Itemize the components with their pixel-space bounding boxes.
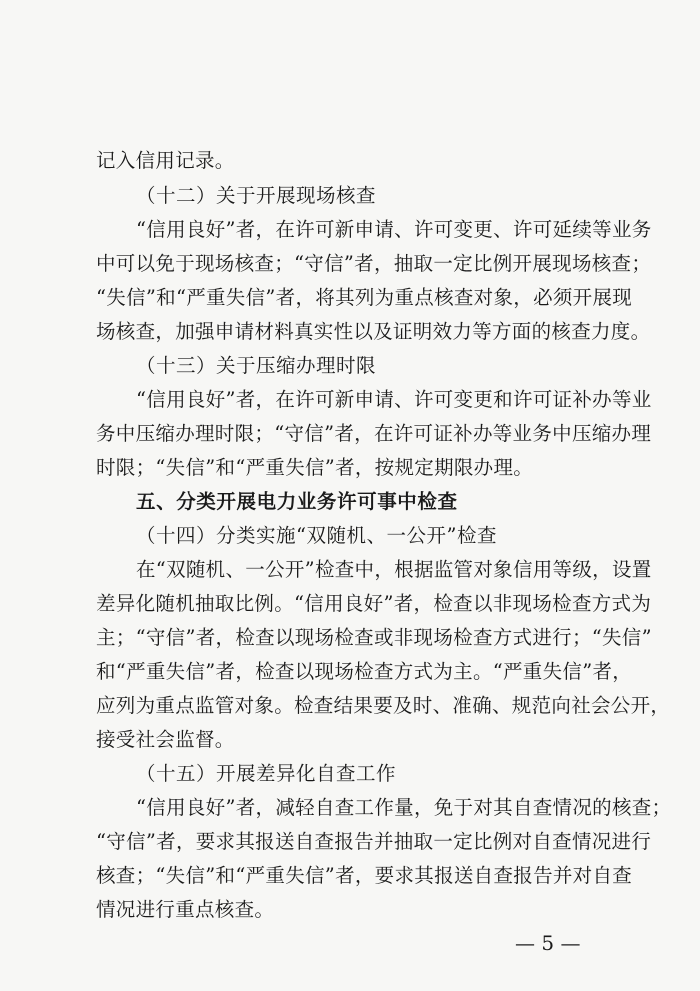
subheading: （十三）关于压缩办理时限 [136, 354, 377, 377]
body-line: 应列为重点监管对象。检查结果要及时、准确、规范向社会公开， [96, 694, 671, 717]
body-line: 记入信用记录。 [96, 149, 235, 172]
subheading: （十二）关于开展现场核查 [136, 184, 377, 207]
body-line: 情况进行重点核查。 [96, 898, 275, 921]
subheading: （十四）分类实施“双随机、一公开”检查 [136, 524, 497, 547]
body-line: “守信”者，要求其报送自查报告并抽取一定比例对自查情况进行 [96, 830, 652, 853]
page-number: — 5 — [515, 931, 581, 955]
body-line: 主；“守信”者，检查以现场检查或非现场检查方式进行；“失信” [96, 626, 652, 649]
body-line: “信用良好”者，在许可新申请、许可变更和许可证补办等业 [136, 388, 652, 411]
body-line: 差异化随机抽取比例。“信用良好”者，检查以非现场检查方式为 [96, 592, 652, 615]
body-line: 在“双随机、一公开”检查中，根据监管对象信用等级，设置 [136, 558, 652, 581]
body-line: “信用良好”者，在许可新申请、许可变更、许可延续等业务 [136, 218, 652, 241]
body-line: 和“严重失信”者，检查以现场检查方式为主。“严重失信”者， [96, 660, 633, 683]
body-line: 接受社会监督。 [96, 728, 235, 751]
body-line: 场核查，加强申请材料真实性以及证明效力等方面的核查力度。 [96, 320, 651, 343]
body-line: 核查；“失信”和“严重失信”者，要求其报送自查报告并对自查 [96, 864, 633, 887]
body-line: 务中压缩办理时限；“守信”者，在许可证补办等业务中压缩办理 [96, 422, 652, 445]
body-line: “失信”和“严重失信”者，将其列为重点核查对象，必须开展现 [96, 286, 633, 309]
section-heading: 五、分类开展电力业务许可事中检查 [136, 490, 458, 513]
body-line: 时限；“失信”和“严重失信”者，按规定期限办理。 [96, 456, 534, 479]
subheading: （十五）开展差异化自查工作 [136, 762, 397, 785]
body-line: “信用良好”者，减轻自查工作量，免于对其自查情况的核查； [136, 796, 672, 819]
body-line: 中可以免于现场核查；“守信”者，抽取一定比例开展现场核查； [96, 252, 652, 275]
